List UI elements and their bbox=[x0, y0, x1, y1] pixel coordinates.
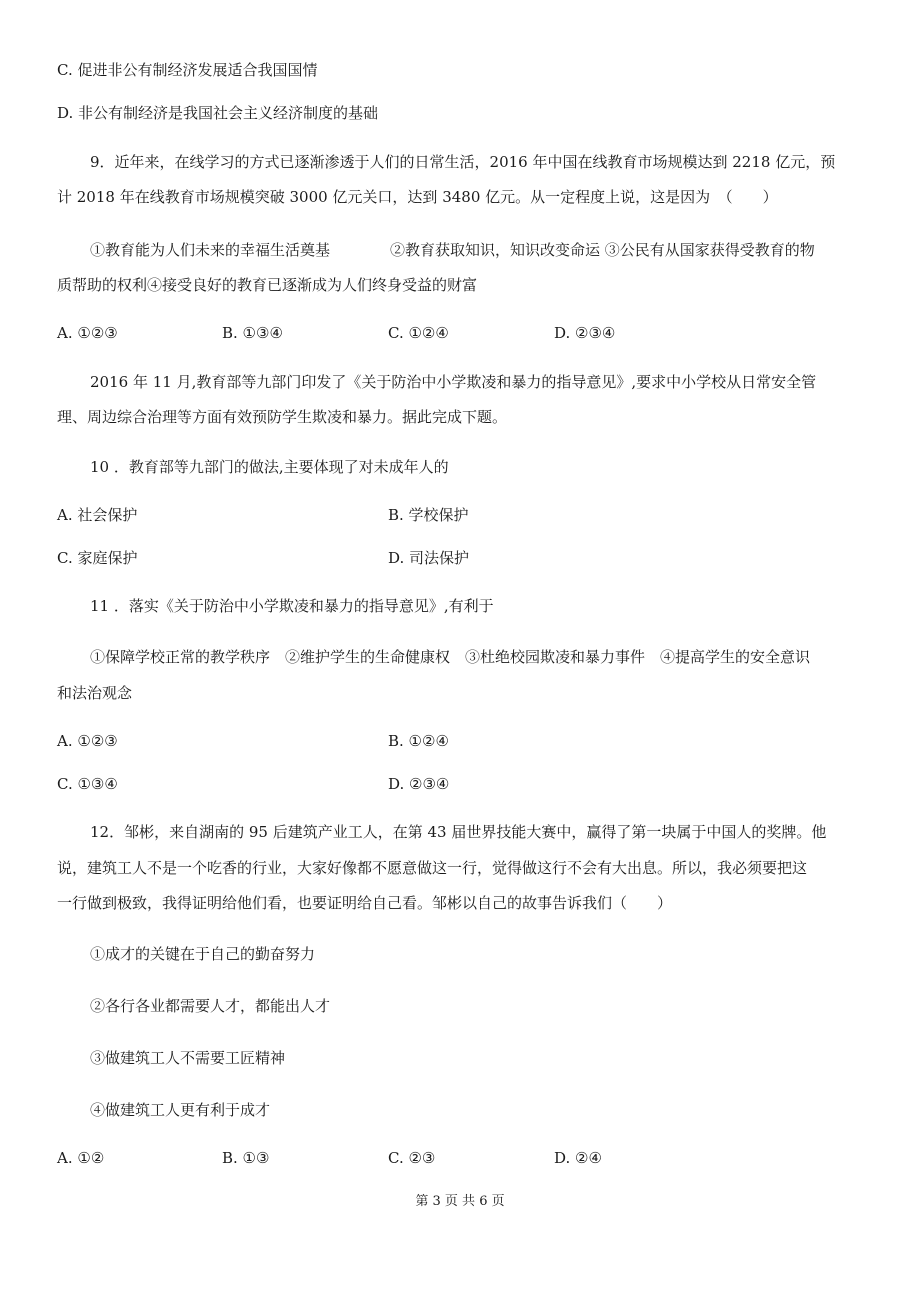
q12-statement-4: ④做建筑工人更有利于成才 bbox=[90, 1101, 271, 1119]
material-line1: 2016 年 11 月,教育部等九部门印发了《关于防治中小学欺凌和暴力的指导意见》,要求中小学校从日常安全管 bbox=[90, 373, 817, 391]
q9-option-a: A. ①②③ bbox=[57, 324, 118, 342]
q12-statement-1: ①成才的关键在于自己的勤奋努力 bbox=[90, 945, 316, 963]
q8-option-c: C. 促进非公有制经济发展适合我国国情 bbox=[57, 61, 318, 79]
q9-option-b: B. ①③④ bbox=[222, 324, 283, 342]
page-footer: 第 3 页 共 6 页 bbox=[415, 1194, 505, 1209]
q8-option-d: D. 非公有制经济是我国社会主义经济制度的基础 bbox=[57, 104, 379, 122]
q11-option-c: C. ①③④ bbox=[57, 775, 118, 793]
q11-option-d: D. ②③④ bbox=[388, 775, 450, 793]
q9-statements-line2: 质帮助的权利④接受良好的教育已逐渐成为人们终身受益的财富 bbox=[57, 276, 478, 294]
q12-stem-line2: 说，建筑工人不是一个吃香的行业，大家好像都不愿意做这一行，觉得做这行不会有大出息。所以，我必须要把这 bbox=[57, 859, 808, 877]
q10-option-b: B. 学校保护 bbox=[388, 506, 469, 524]
q11-statements-line2: 和法治观念 bbox=[57, 684, 133, 702]
q9-stem-line1: 9．近年来，在线学习的方式已逐渐渗透于人们的日常生活，2016 年中国在线教育市场规模达到 2218 亿元，预 bbox=[90, 153, 836, 171]
q12-statement-3: ③做建筑工人不需要工匠精神 bbox=[90, 1049, 286, 1067]
q9-option-c: C. ①②④ bbox=[388, 324, 449, 342]
q12-statement-2: ②各行各业都需要人才，都能出人才 bbox=[90, 997, 331, 1015]
q10-option-c: C. 家庭保护 bbox=[57, 549, 138, 567]
q9-statements-line1: ①教育能为人们未来的幸福生活奠基 ②教育获取知识，知识改变命运 ③公民有从国家获得受教育的物 bbox=[90, 241, 815, 259]
q9-option-d: D. ②③④ bbox=[554, 324, 616, 342]
q10-stem: 10 ．教育部等九部门的做法,主要体现了对未成年人的 bbox=[90, 458, 449, 476]
q12-option-d: D. ②④ bbox=[554, 1149, 602, 1167]
q12-option-a: A. ①② bbox=[57, 1149, 105, 1167]
q12-option-c: C. ②③ bbox=[388, 1149, 436, 1167]
q9-stem-line2: 计 2018 年在线教育市场规模突破 3000 亿元关口，达到 3480 亿元。从一定程度上说，这是因为 （ ） bbox=[57, 188, 778, 206]
q11-option-b: B. ①②④ bbox=[388, 732, 449, 750]
q12-stem-line3: 一行做到极致，我得证明给他们看，也要证明给自己看。邹彬以自己的故事告诉我们（ ） bbox=[57, 894, 673, 912]
q11-stem: 11 ．落实《关于防治中小学欺凌和暴力的指导意见》,有利于 bbox=[90, 597, 494, 615]
q12-stem-line1: 12．邹彬，来自湖南的 95 后建筑产业工人，在第 43 届世界技能大赛中，赢得了第一块属于中国人的奖牌。他 bbox=[90, 823, 827, 841]
q11-statements-line1: ①保障学校正常的教学秩序 ②维护学生的生命健康权 ③杜绝校园欺凌和暴力事件 ④提高学生的安全意识 bbox=[90, 648, 811, 666]
material-line2: 理、周边综合治理等方面有效预防学生欺凌和暴力。据此完成下题。 bbox=[57, 408, 508, 426]
q12-option-b: B. ①③ bbox=[222, 1149, 270, 1167]
q10-option-d: D. 司法保护 bbox=[388, 549, 470, 567]
q10-option-a: A. 社会保护 bbox=[57, 506, 138, 524]
q11-option-a: A. ①②③ bbox=[57, 732, 118, 750]
